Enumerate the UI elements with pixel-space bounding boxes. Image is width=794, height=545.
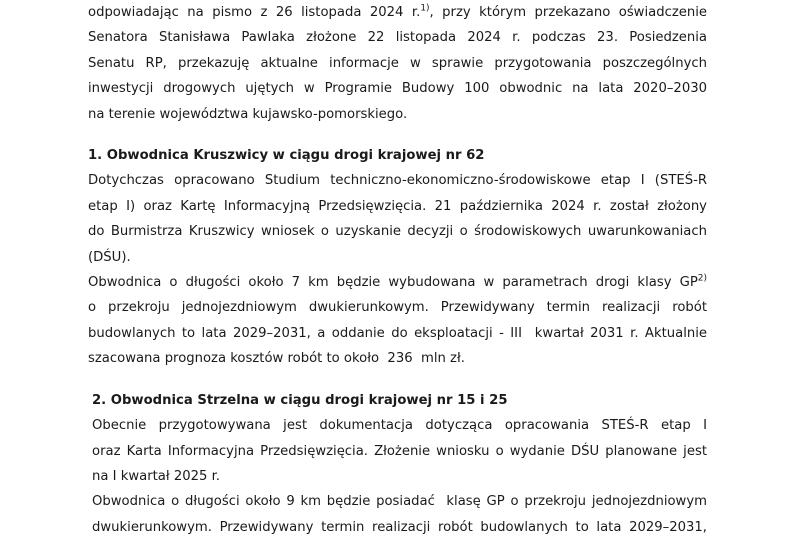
text-line: odpowiadając na pismo z 26 listopada 2024 r.$^{1)}$, przy którym przekazano oświadczenie: [88, 3, 708, 20]
paragraph: [88, 413, 707, 489]
text-line: inwestycji drogowych ujętych w Programie Budowy 100 obwodnic na lata 2020–2030: [88, 81, 707, 97]
text-line: budowlanych to lata 2029–2031, a oddanie do eksploatacji - III kwartał 2031 r. Aktualnie: [88, 325, 707, 341]
text-line: Senatora Stanisława Pawlaka złożone 22 listopada 2024 r. podczas 23. Posiedzenia: [88, 30, 707, 46]
paragraph: [88, 489, 707, 540]
section-heading: 1. Obwodnica Kruszwicy w ciągu drogi krajowej nr 62: [88, 148, 485, 164]
text-line: Obwodnica o długości około 9 km będzie posiadać klasę GP o przekroju jednojezdniowym: [92, 494, 707, 510]
text-line: etap I) oraz Kartę Informacyjną Przedsięwzięcia. 21 października 2024 r. został złożony: [88, 198, 707, 214]
text-line: do Burmistrza Kruszwicy wniosek o uzyskanie decyzji o środowiskowych uwarunkowaniach: [88, 224, 707, 240]
text-line: Obwodnica o długości około 7 km będzie wybudowana w parametrach drogi klasy GP$^{2)}$: [88, 273, 707, 291]
text-line: szacowana prognoza kosztów robót to około 236 mln zł.: [88, 351, 465, 367]
text-line: Senatu RP, przekazuję aktualne informacje w sprawie przygotowania poszczególnych: [88, 55, 707, 71]
paragraph: [88, 168, 707, 270]
text-line: na I kwartał 2025 r.: [92, 468, 220, 484]
paragraph: [88, 0, 707, 127]
document-body: [88, 0, 707, 540]
footnote-ref: 2): [697, 273, 707, 284]
text-line: dwukierunkowym. Przewidywany termin realizacji robót budowlanych to lata 2029–2031,: [92, 519, 707, 535]
paragraph: [88, 270, 707, 372]
section-heading: 2. Obwodnica Strzelna w ciągu drogi krajowej nr 15 i 25: [92, 392, 508, 408]
text-line: Dotychczas opracowano Studium techniczno-ekonomiczno-środowiskowe etap I (STEŚ-R: [88, 173, 707, 189]
text-line: oraz Karta Informacyjna Przedsięwzięcia. Złożenie wniosku o wydanie DŚU planowane jest: [92, 443, 707, 459]
text-line: Obecnie przygotowywana jest dokumentacja dotycząca opracowania STEŚ-R etap I: [92, 418, 707, 434]
footnote-ref: 1): [420, 3, 430, 14]
text-line: na terenie województwa kujawsko-pomorskiego.: [88, 106, 408, 122]
text-line: o przekroju jednojezdniowym dwukierunkowym. Przewidywany termin realizacji robót: [88, 300, 707, 316]
text-line: (DŚU).: [88, 249, 131, 265]
